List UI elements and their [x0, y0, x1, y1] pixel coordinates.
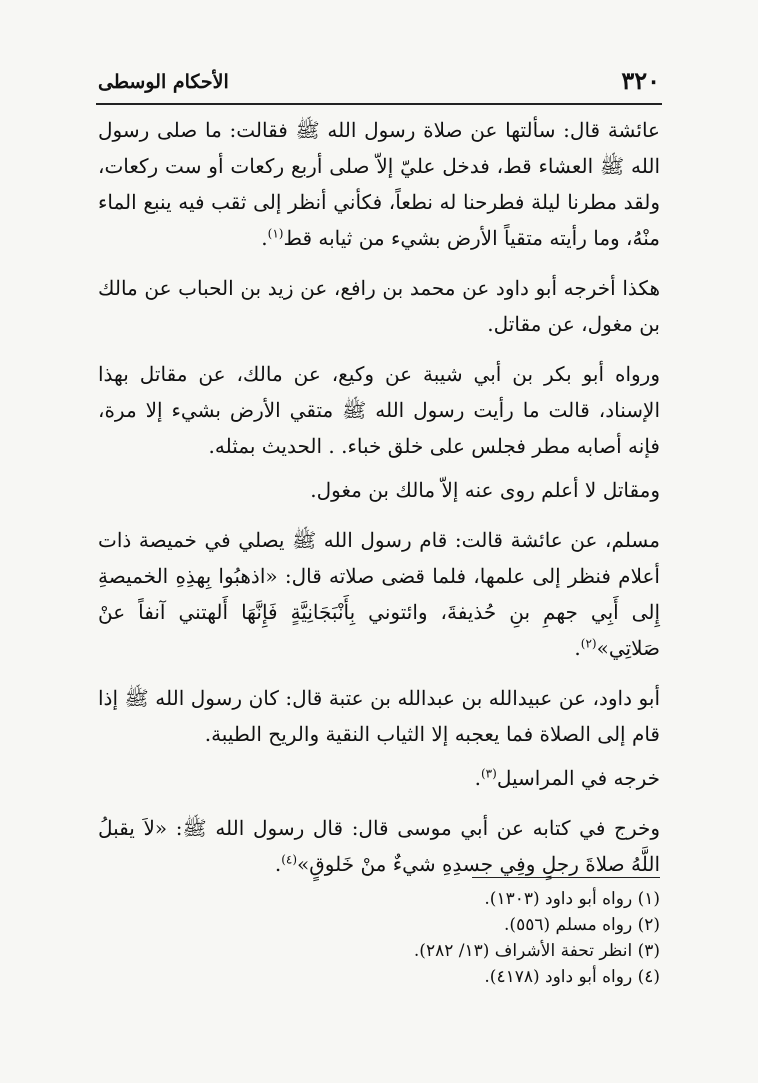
paragraph-4: ومقاتل لا أعلم روى عنه إلاّ مالك بن مغول.	[310, 478, 660, 502]
paragraph-5: مسلم، عن عائشة قالت: قام رسول الله ﷺ يصلي في خميصة ذات أعلام فنظر إلى علمها، فلما قضى صلاته قال: «اذهبُوا بِهذِهِ الخميصةِ إِلى أَبِي جهمِ بنِ حُذيفةَ، وائتوني بِأَنْبَجَانِيَّةٍ فَإِنَّهَا أَلهتني آنفاً عنْ صَلاتِي»$^{(٢)}$.	[98, 528, 661, 660]
footnote-ref-2: (٢)	[580, 636, 597, 651]
main-text	[98, 112, 660, 896]
footnotes	[98, 886, 660, 990]
paragraph-7: خرجه في المراسيل$^{(٣)}$.	[474, 766, 660, 790]
running-head	[98, 66, 660, 100]
footnote-ref-1: (١)	[267, 226, 284, 241]
header-rule	[96, 103, 662, 105]
paragraph-3: ورواه أبو بكر بن أبي شيبة عن وكيع، عن مالك، عن مقاتل بهذا الإسناد، قالت ما رأيت رسول الله ﷺ متقي الأرض بشيء إلا مرة، فإنه أصابه مطر فجلس على خلق خباء. . الحديث بمثله.	[98, 362, 660, 458]
page-number: ٣٢٠	[621, 66, 660, 95]
footnote-ref-4: (٤)	[281, 852, 298, 867]
paragraph-6: أبو داود، عن عبيدالله بن عبدالله بن عتبة قال: كان رسول الله ﷺ إذا قام إلى الصلاة فما يعجبه إلا الثياب النقية والريح الطيبة.	[98, 686, 660, 746]
paragraph-2: هكذا أخرجه أبو داود عن محمد بن رافع، عن زيد بن الحباب عن مالك بن مغول، عن مقاتل.	[98, 276, 660, 336]
paragraph-1: عائشة قال: سألتها عن صلاة رسول الله ﷺ فقالت: ما صلى رسول الله ﷺ العشاء قط، فدخل عليّ إلاّ صلى أربع ركعات أو ست ركعات، ولقد مطرنا ليلة فطرحنا له نطعاً، فكأني أنظر إلى ثقب فيه ينبع الماء منْهُ، وما رأيته متقياً الأرض بشيء من ثيابه قط$^{(١)}$.	[98, 118, 660, 250]
footnote-rule	[472, 877, 660, 878]
footnote-ref-3: (٣)	[480, 766, 497, 781]
book-title: الأحكام الوسطى	[98, 71, 229, 93]
footnote-2: (٢) رواه مسلم (٥٥٦).	[504, 915, 660, 935]
paragraph-8: وخرج في كتابه عن أبي موسى قال: قال رسول الله ﷺ: «لاَ يقبلُ اللَّهُ صلاةَ رجلٍ وفِي جسدِهِ شيءٌ منْ خَلوقٍ»$^{(٤)}$.	[98, 816, 660, 876]
footnote-3: (٣) انظر تحفة الأشراف (١٣/ ٢٨٢).	[413, 941, 660, 961]
footnote-4: (٤) رواه أبو داود (٤١٧٨).	[484, 967, 660, 987]
footnote-1: (١) رواه أبو داود (١٣٠٣).	[484, 889, 660, 909]
